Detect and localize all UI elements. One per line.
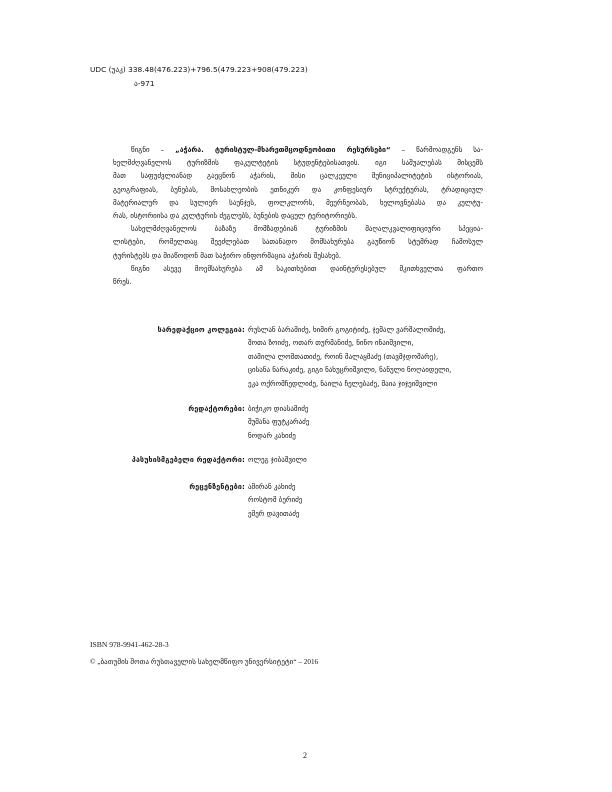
credit-name-line: შოთა ზოიძე, ოთარ თურმანიძე, ნინო ინაიშვილი, xyxy=(248,339,414,348)
annotation-intro: წიგნი – xyxy=(131,146,176,154)
annotation-line: წიგნი ასევე მოემსახურება ამ საკითხებით დაინტერესებულ მკითხველთა ფართო xyxy=(131,264,483,273)
responsible-editor-label: პასუხისმგებელი რედაქტორი: xyxy=(131,456,245,464)
page-number: 2 xyxy=(303,751,307,760)
annotation-line: წრეს. xyxy=(113,277,132,286)
editors-names xyxy=(248,403,309,443)
editorial-board-label: სარედაქციო კოლეგია: xyxy=(157,326,245,334)
credit-name-line: ეკა ოქრომჩედლიძე, ნაილა ჩელებაძე, მაია ჯიჯეიშვილი xyxy=(248,379,438,388)
author-mark-code: ა-971 xyxy=(134,79,155,88)
credit-name-line: ცისანა ნარაკიძე, გიგი ნახუცრიშვილი, ნანული ნოღაიდელი, xyxy=(248,366,452,375)
annotation-line: მატერიალურ და სულიერ საუნჯეს, ფოლკლორს, მეურნეობას, ხელოვნებასა და კულტუ- xyxy=(113,198,483,207)
credit-name-line: ნოდარ კახიძე xyxy=(248,431,296,440)
editors-label: რედაქტორები: xyxy=(188,405,245,413)
annotation-line: ხელმძღვანელოს ტურიზმის ფაკულტეტის სტუდენტებისათვის. იგი საშუალებას მისცემს xyxy=(113,159,483,168)
reviewers-names xyxy=(248,481,302,521)
udc-classification: UDC (უაკ) 338.48(476.223)+796.5(479.223+908(479.223) xyxy=(90,65,308,74)
annotation-line: გეოგრაფიას, ბუნებას, მოსახლეობის ეთნიკურ და კონფესიურ სტრუქტურას, ტრადიციულ xyxy=(113,185,483,194)
credit-name-line: შუშანა ფუტკარაძე xyxy=(248,418,310,427)
annotation-line: ტურისტებს და მიაწოდონ მათ საჭირო ინფორმაცია აჭარის შესახებ. xyxy=(113,251,342,260)
copyright-notice: © „ბათუმის შოთა რუსთაველის სახელმწიფო უნივერსიტეტი“ – 2016 xyxy=(90,658,319,666)
credit-name-line: როსტომ ბერიძე xyxy=(248,496,303,505)
book-title: „აჭარა. ტურისტულ-მხარეთმცოდნეობითი რესურსები“ xyxy=(175,146,391,154)
annotation-line xyxy=(113,144,483,157)
annotation-intro-tail: – წარმოადგენს სა- xyxy=(390,146,483,154)
credit-name-line: ოლეგ ჯიბაშვილი xyxy=(248,456,307,464)
annotation-line: რას, ისტორიისა და კულტურის ძეგლებს, ბუნების დაცულ ტერიტორიებს. xyxy=(113,211,358,220)
book-annotation xyxy=(113,144,483,289)
annotation-line: სახელმძღვანელოს ბაზაზე მომზადებიან ტურიზმის მაღალკვალიფიციური სპეცია- xyxy=(131,225,483,234)
editorial-board-names xyxy=(248,324,451,391)
isbn: ISBN 978-9941-462-28-3 xyxy=(90,640,169,649)
responsible-editor-names xyxy=(248,454,307,467)
credit-name-line: ემერ დავითაძე xyxy=(248,509,300,518)
credit-name-line: რუსლან ბარამიძე, ხიმირ გოგიტიძე, ჯემალ ვარშალომიძე, xyxy=(248,326,446,334)
reviewers-label: რეცენზენტები: xyxy=(189,483,245,491)
credit-name-line: ამირან კახიძე xyxy=(248,483,296,491)
credit-name-line: ბიჭიკო დიასამიძე xyxy=(248,405,309,413)
credit-name-line: თამილა ლომთათიძე, როინ მალაყმაძე (თავმჯდომარე), xyxy=(248,352,439,361)
annotation-line: ლისტები, რომელთაც შეეძლებათ სათანადო მომსახურება გაუწიონ სტუმრად ჩამოსულ xyxy=(113,238,483,247)
annotation-line: მათ საფუძვლიანად გაეცნონ აჭარის, მისი ცალკეული მუნიციპალიტეტის ისტორიას, xyxy=(113,172,483,181)
